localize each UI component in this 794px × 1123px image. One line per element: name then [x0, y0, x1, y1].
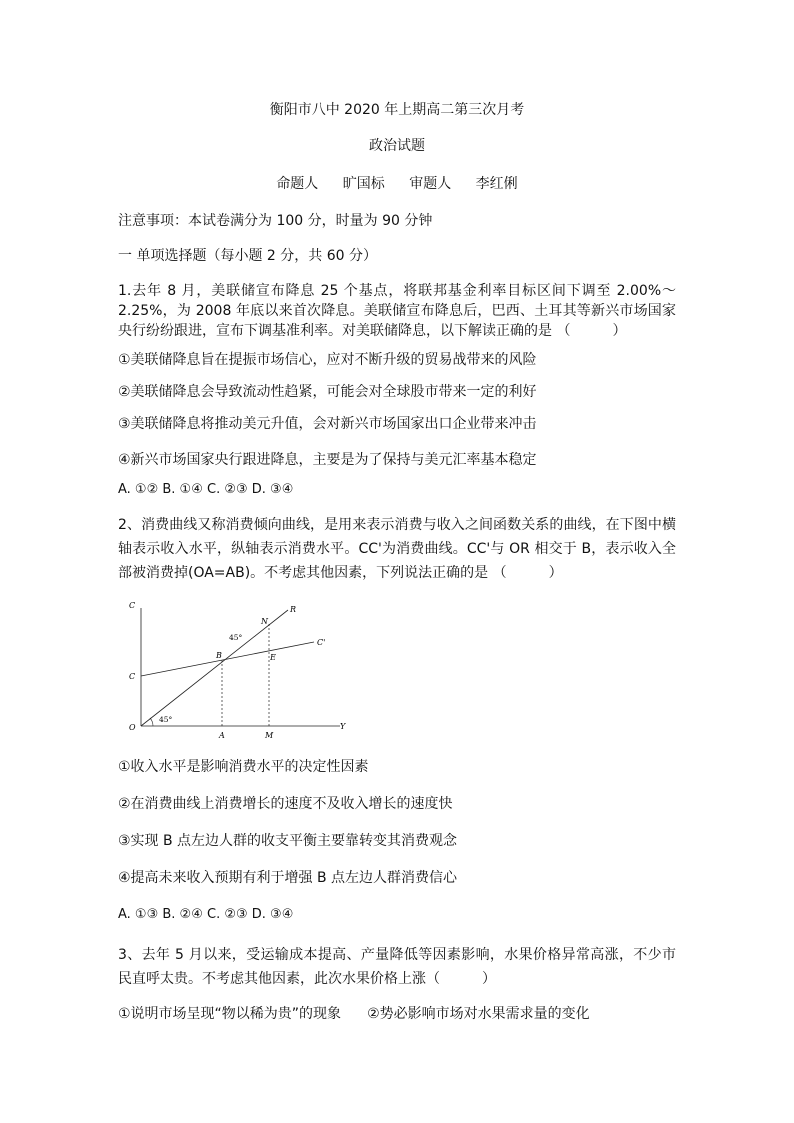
- section-heading: 一 单项选择题（每小题 2 分，共 60 分）: [118, 248, 377, 264]
- label-m: M: [265, 731, 274, 740]
- label-a: A: [219, 731, 225, 740]
- subject-title: 政治试题: [369, 138, 425, 154]
- question-1-item-4: ④新兴市场国家央行跟进降息，主要是为了保持与美元汇率基本稳定: [118, 452, 537, 468]
- question-2-item-3: ③实现 B 点左边人群的收支平衡主要靠转变其消费观念: [118, 833, 458, 849]
- question-3-item-1: ①说明市场呈现“物以稀为贵”的现象: [118, 1006, 342, 1022]
- label-r: R: [290, 605, 297, 614]
- reviewer-name: 李红俐: [475, 176, 518, 192]
- consumption-curve-figure: [118, 598, 358, 743]
- line-or: [141, 610, 288, 726]
- label-c-intercept: C: [129, 672, 136, 681]
- question-3-items-row: [118, 1004, 590, 1024]
- authors-line: [0, 174, 794, 194]
- label-origin: O: [129, 723, 136, 732]
- question-1-item-3: ③美联储降息将推动美元升值，会对新兴市场国家出口企业带来冲击: [118, 416, 537, 432]
- reviewer-label: 审题人: [409, 176, 452, 192]
- label-angle-origin: 45°: [159, 715, 173, 724]
- label-x-axis: Y: [340, 722, 346, 731]
- question-2-stem: 2、消费曲线又称消费倾向曲线，是用来表示消费与收入之间函数关系的曲线，在下图中横轴表示收入水平，纵轴表示消费水平。CC'为消费曲线。CC'与 OR 相交于 B，表示收入全部被消费掉(OA=AB)。不考虑其他因素，下列说法正确的是 （ ）: [118, 517, 676, 581]
- question-1-stem: 1.去年 8 月，美联储宣布降息 25 个基点，将联邦基金利率目标区间下调至 2.00%～2.25%，为 2008 年底以来首次降息。美联储宣布降息后，巴西、土耳其等新兴市场国家央行纷纷跟进，宣布下调基准利率。对美联储降息，以下解读正确的是 （ ）: [118, 283, 676, 339]
- question-3-item-2: ②势必影响市场对水果需求量的变化: [367, 1006, 590, 1022]
- line-cc-prime: [141, 642, 314, 676]
- question-1-item-2: ②美联储降息会导致流动性趋紧，可能会对全球股市带来一定的利好: [118, 384, 537, 400]
- question-2-item-4: ④提高未来收入预期有利于增强 B 点左边人群消费信心: [118, 870, 458, 886]
- label-c-prime: C': [317, 638, 326, 647]
- label-angle-top: 45°: [229, 633, 243, 642]
- setter-name: 旷国标: [342, 176, 385, 192]
- question-2-options: A. ①③ B. ②④ C. ②③ D. ③④: [118, 907, 294, 922]
- question-1-options: A. ①② B. ①④ C. ②③ D. ③④: [118, 482, 294, 497]
- label-n: N: [261, 617, 268, 626]
- question-3-stem: 3、去年 5 月以来，受运输成本提高、产量降低等因素影响，水果价格异常高涨，不少市民直呼太贵。不考虑其他因素，此次水果价格上涨（ ）: [118, 947, 676, 987]
- exam-title: 衡阳市八中 2020 年上期高二第三次月考: [269, 102, 525, 118]
- question-2-item-2: ②在消费曲线上消费增长的速度不及收入增长的速度快: [118, 796, 453, 812]
- question-2-item-1: ①收入水平是影响消费水平的决定性因素: [118, 759, 369, 775]
- label-b: B: [216, 651, 222, 660]
- angle-arc-origin: [150, 718, 153, 726]
- label-y-axis: C: [129, 601, 136, 610]
- exam-notice: 注意事项：本试卷满分为 100 分，时量为 90 分钟: [118, 213, 433, 229]
- question-1-item-1: ①美联储降息旨在提振市场信心，应对不断升级的贸易战带来的风险: [118, 352, 537, 368]
- label-e: E: [270, 653, 276, 662]
- setter-label: 命题人: [276, 176, 319, 192]
